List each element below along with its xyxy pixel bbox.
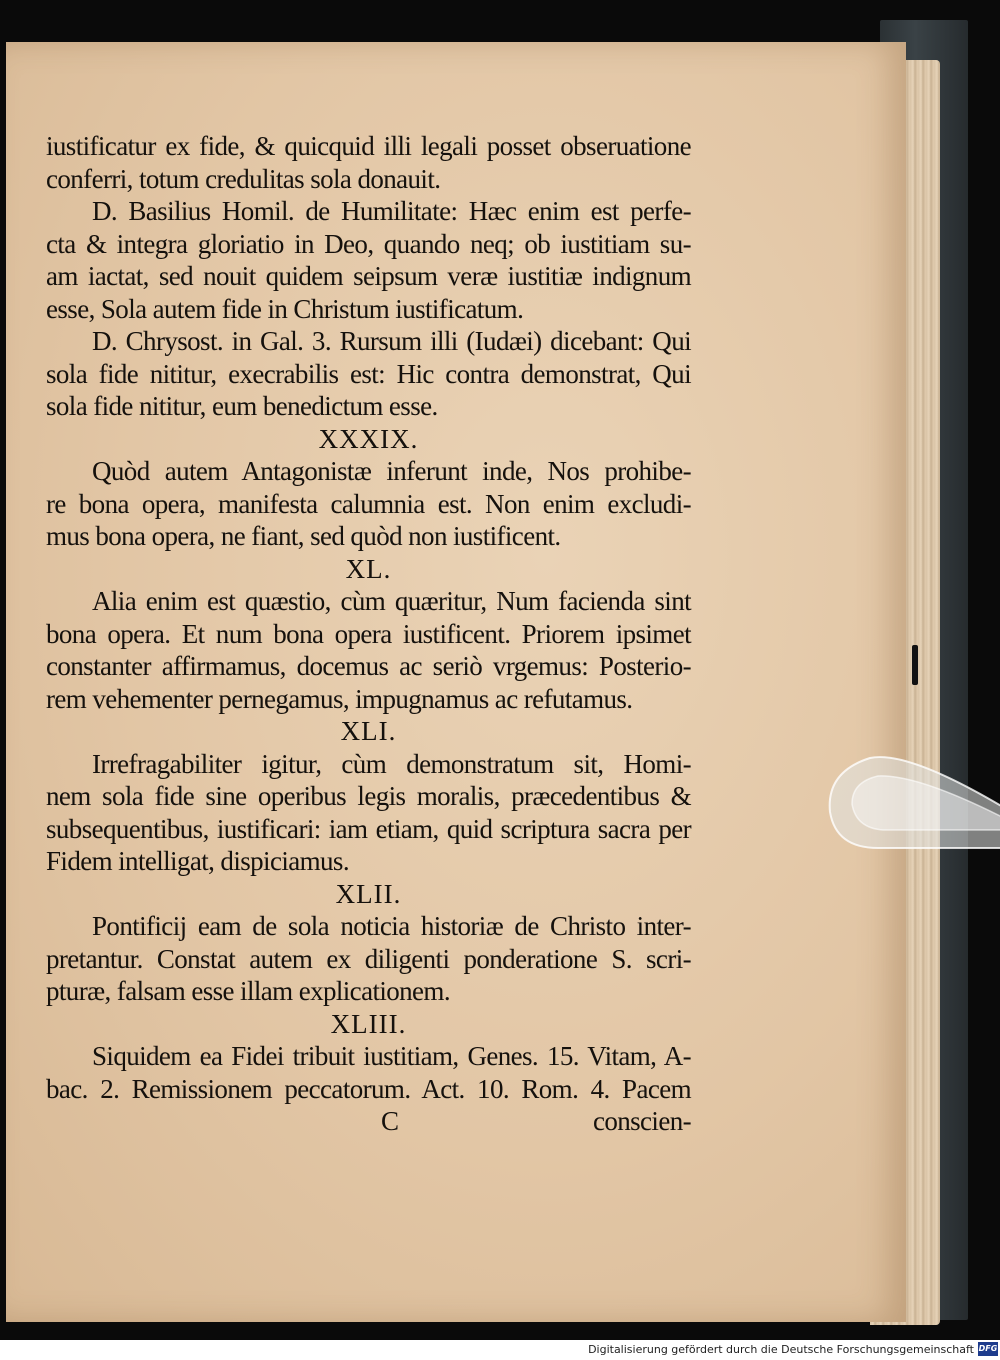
text-line: rem vehementer pernegamus, impugnamus ac refutamus. [46, 683, 633, 714]
text-line: nem sola fide sine operibus legis moralis, præcedentibus & [46, 781, 691, 811]
section-heading: XL. [345, 553, 392, 584]
text-line: Irrefragabiliter igitur, cùm demonstratum sit, Homi- [92, 748, 691, 779]
margin-mark [912, 645, 918, 685]
text-line: bona opera. Et num bona opera iustificent. Priorem ipsimet [46, 618, 691, 649]
text-line: Pontificij eam de sola noticia historiæ de Christo inter- [92, 911, 691, 941]
text-line: am iactat, sed nouit quidem seipsum veræ iustitiæ indignum [46, 261, 691, 291]
text-line: conferri, totum credulitas sola donauit. [46, 163, 441, 194]
book-page [6, 42, 906, 1322]
page-clip [808, 730, 1000, 880]
catchword: conscien- [592, 1106, 691, 1136]
text-line: cta & integra gloriatio in Deo, quando neq; ob iustitiam su- [46, 228, 691, 259]
text-line: iustificatur ex fide, & quicquid illi legali posset obseruatione [46, 131, 691, 161]
signature-mark: C [381, 1106, 399, 1136]
page-text-block [46, 130, 691, 1138]
text-line: sola fide nititur, execrabilis est: Hic contra demonstrat, Qui [46, 358, 691, 389]
section-heading: XLIII. [330, 1008, 407, 1039]
text-line: Quòd autem Antagonistæ inferunt inde, Nos prohibe- [92, 456, 691, 486]
text-line: pretantur. Constat autem ex diligenti ponderatione S. scri- [46, 943, 691, 974]
page-footer-line [46, 1105, 691, 1138]
text-line: D. Basilius Homil. de Humilitate: Hæc enim est perfe- [92, 196, 691, 226]
text-line: pturæ, falsam esse illam explicationem. [46, 976, 450, 1006]
section-heading: XLII. [335, 878, 402, 909]
text-line: sola fide nititur, eum benedictum esse. [46, 391, 438, 421]
dfg-credit-text: Digitalisierung gefördert durch die Deutsche Forschungsgemeinschaft [588, 1343, 974, 1356]
text-line: mus bona opera, ne fiant, sed quòd non iustificent. [46, 521, 561, 551]
text-line: re bona opera, manifesta calumnia est. Non enim excludi- [46, 488, 691, 519]
text-line: D. Chrysost. in Gal. 3. Rursum illi (Iudæi) dicebant: Qui [92, 326, 691, 356]
text-line: bac. 2. Remissionem peccatorum. Act. 10. Rom. 4. Pacem [46, 1073, 691, 1104]
section-heading: XXXIX. [318, 423, 419, 454]
text-line: constanter affirmamus, docemus ac seriò vrgemus: Posterio- [46, 651, 691, 681]
section-heading: XLI. [340, 716, 397, 746]
text-line: Fidem intelligat, dispiciamus. [46, 846, 349, 876]
text-line: Alia enim est quæstio, cùm quæritur, Num facienda sint [92, 586, 691, 616]
dfg-logo: DFG [978, 1342, 998, 1356]
text-line: Siquidem ea Fidei tribuit iustitiam, Genes. 15. Vitam, A- [92, 1041, 691, 1071]
text-line: esse, Sola autem fide in Christum iustificatum. [46, 293, 524, 324]
text-line: subsequentibus, iustificari: iam etiam, quid scriptura sacra per [46, 813, 691, 844]
